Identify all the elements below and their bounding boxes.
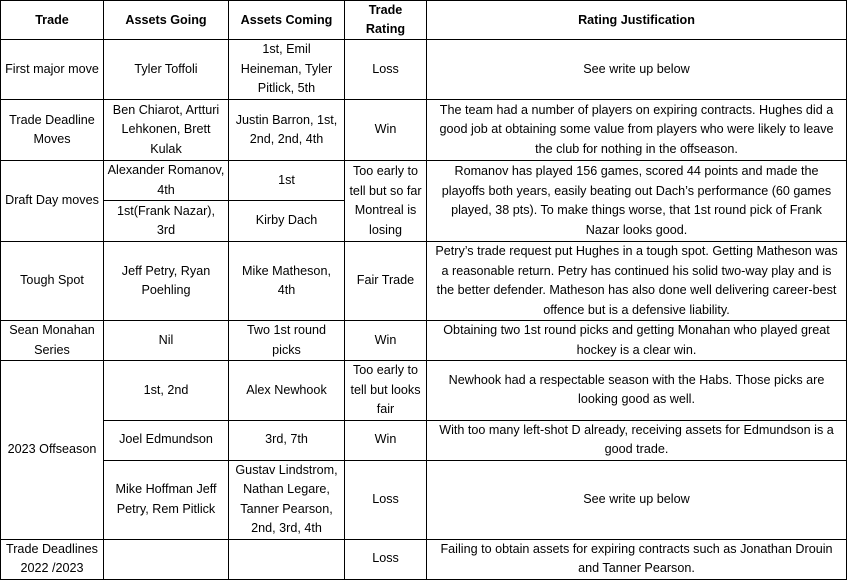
trade-rating-cell: Win [345,420,427,460]
trade-rating-cell: Loss [345,539,427,579]
trade-rating-cell: Loss [345,40,427,100]
table-row [1,100,847,161]
assets-going-cell: 1st(Frank Nazar), 3rd [104,201,229,242]
header-trade-rating: Trade Rating [345,1,427,40]
table-row [1,460,847,539]
trade-name-cell: First major move [1,40,104,100]
trade-rating-cell: Loss [345,460,427,539]
assets-coming-cell: Alex Newhook [229,361,345,421]
trade-rating-cell: Too early to tell but so far Montreal is losing [345,161,427,242]
assets-going-cell: Jeff Petry, Ryan Poehling [104,242,229,321]
rating-justification-cell: See write up below [427,460,847,539]
assets-coming-cell: Kirby Dach [229,201,345,242]
header-assets-coming: Assets Coming [229,1,345,40]
rating-justification-cell: Romanov has played 156 games, scored 44 points and made the playoffs both years, easily beating out Dach’s performance (60 games played, 38 pts). To make things worse, that 1st round pick of Frank Nazar looks good. [427,161,847,242]
trade-rating-cell: Fair Trade [345,242,427,321]
trade-name-cell: 2023 Offseason [1,361,104,540]
assets-coming-cell: Justin Barron, 1st, 2nd, 2nd, 4th [229,100,345,161]
assets-going-cell: Alexander Romanov, 4th [104,161,229,201]
assets-coming-cell [229,539,345,579]
assets-coming-cell: Two 1st round picks [229,321,345,361]
rating-justification-cell: See write up below [427,40,847,100]
assets-going-cell [104,539,229,579]
table-row [1,161,847,201]
trade-name-cell: Trade Deadline Moves [1,100,104,161]
assets-going-cell: 1st, 2nd [104,361,229,421]
assets-coming-cell: Gustav Lindstrom, Nathan Legare, Tanner Pearson, 2nd, 3rd, 4th [229,460,345,539]
table-row [1,539,847,579]
rating-justification-cell: Newhook had a respectable season with the Habs. Those picks are looking good as well. [427,361,847,421]
trade-rating-cell: Too early to tell but looks fair [345,361,427,421]
header-assets-going: Assets Going [104,1,229,40]
trade-rating-cell: Win [345,100,427,161]
trade-name-cell: Tough Spot [1,242,104,321]
rating-justification-cell: The team had a number of players on expiring contracts. Hughes did a good job at obtaining some value from players who were likely to leave the club for nothing in the offseason. [427,100,847,161]
rating-justification-cell: Failing to obtain assets for expiring contracts such as Jonathan Drouin and Tanner Pearson. [427,539,847,579]
assets-going-cell: Tyler Toffoli [104,40,229,100]
assets-coming-cell: 1st [229,161,345,201]
assets-coming-cell: 1st, Emil Heineman, Tyler Pitlick, 5th [229,40,345,100]
rating-justification-cell: Obtaining two 1st round picks and getting Monahan who played great hockey is a clear win. [427,321,847,361]
header-trade: Trade [1,1,104,40]
assets-going-cell: Joel Edmundson [104,420,229,460]
assets-going-cell: Nil [104,321,229,361]
trade-rating-cell: Win [345,321,427,361]
table-row [1,242,847,321]
table-row [1,40,847,100]
trade-name-cell: Sean Monahan Series [1,321,104,361]
assets-coming-cell: Mike Matheson, 4th [229,242,345,321]
assets-coming-cell: 3rd, 7th [229,420,345,460]
table-row [1,321,847,361]
trade-name-cell: Trade Deadlines 2022 /2023 [1,539,104,579]
header-rating-justification: Rating Justification [427,1,847,40]
assets-going-cell: Mike Hoffman Jeff Petry, Rem Pitlick [104,460,229,539]
header-row [1,1,847,40]
table-row [1,361,847,421]
rating-justification-cell: With too many left-shot D already, receiving assets for Edmundson is a good trade. [427,420,847,460]
assets-going-cell: Ben Chiarot, Artturi Lehkonen, Brett Kulak [104,100,229,161]
table-row [1,420,847,460]
trade-name-cell: Draft Day moves [1,161,104,242]
rating-justification-cell: Petry’s trade request put Hughes in a tough spot. Getting Matheson was a reasonable return. Petry has continued his solid two-way play and is the better defender. Matheson has also done well delivering career-best offence but is a defensive liability. [427,242,847,321]
